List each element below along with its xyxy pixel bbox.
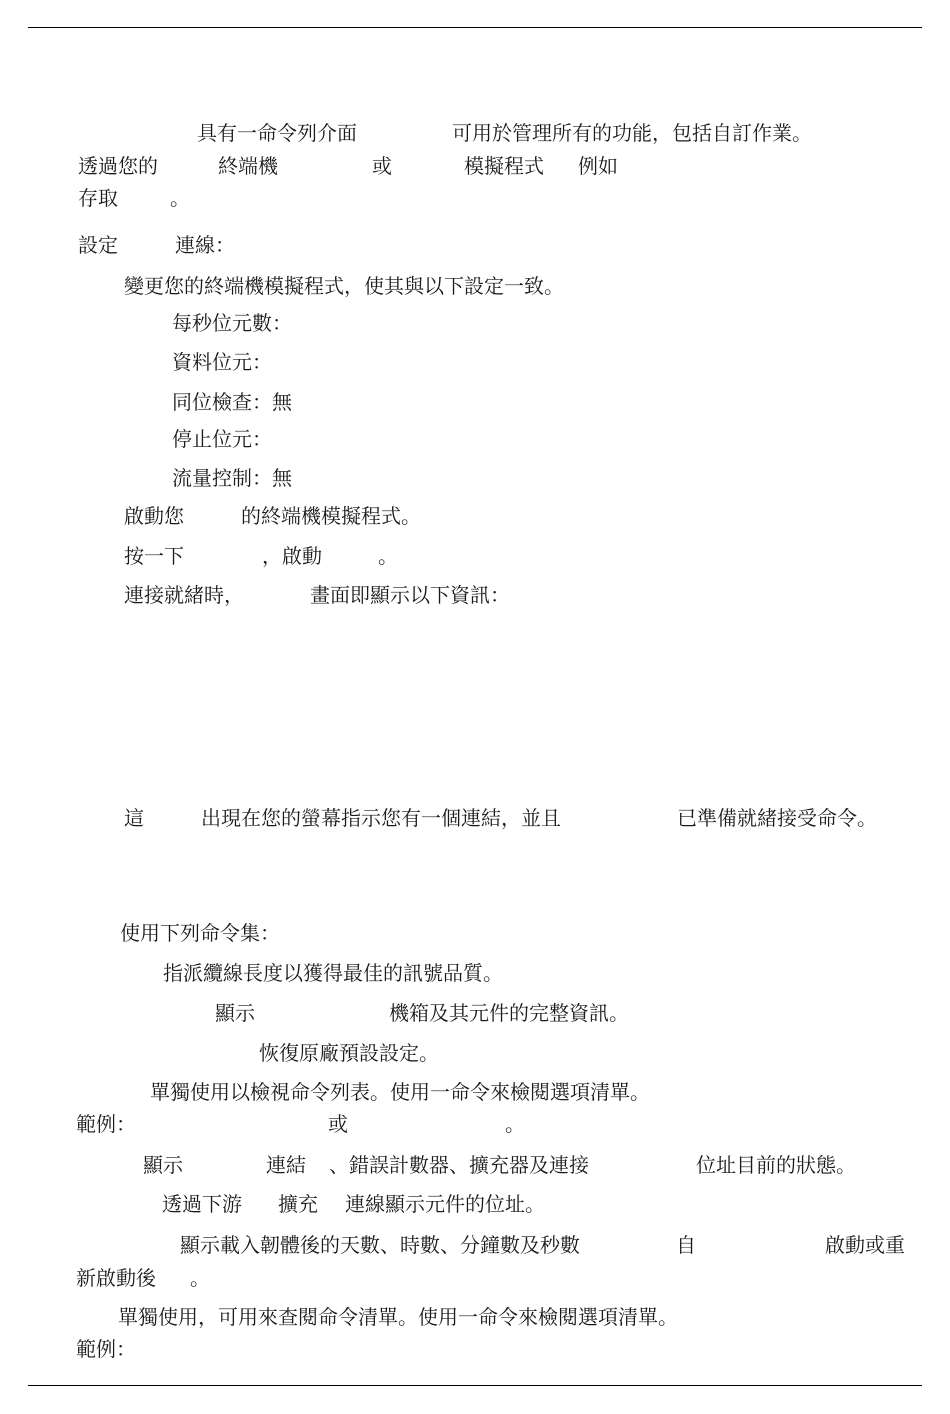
command-desc: 單獨使用，可用來查閱命令清單。使用一命令來檢閱選項清單。	[118, 1305, 678, 1329]
command-desc: 單獨使用以檢視命令列表。使用一命令來檢閱選項清單。	[150, 1080, 650, 1104]
setup-step-3: 按一下	[124, 544, 184, 568]
intro-text: 可用於管理所有的功能，包括自訂作業。	[452, 121, 812, 145]
intro-text: 例如	[578, 154, 618, 178]
command-desc: 、錯誤計數器、擴充器及連接	[329, 1153, 589, 1177]
intro-text: 終端機	[218, 154, 278, 178]
intro-text: 或	[372, 154, 392, 178]
prompt-note: 已準備就緒接受命令。	[677, 806, 877, 830]
command-desc: 顯示	[215, 1001, 255, 1025]
example-label: 範例：	[76, 1337, 136, 1361]
setup-step-4: 連接就緒時，	[124, 583, 244, 607]
intro-text: 存取	[78, 186, 118, 210]
setting-data-bits: 資料位元：	[172, 350, 272, 374]
command-desc: 擴充	[278, 1192, 318, 1216]
bottom-rule	[28, 1385, 922, 1386]
setup-step-3: ，啟動	[262, 544, 322, 568]
top-rule	[28, 27, 922, 28]
command-desc: 。	[190, 1266, 210, 1290]
command-desc: 顯示	[143, 1153, 183, 1177]
command-desc: 透過下游	[162, 1192, 242, 1216]
commands-intro: 使用下列命令集：	[120, 921, 280, 945]
example-text: 或	[328, 1112, 348, 1136]
command-desc: 機箱及其元件的完整資訊。	[389, 1001, 629, 1025]
intro-text: 。	[170, 186, 190, 210]
command-desc: 啟動或重	[825, 1233, 905, 1257]
command-desc: 指派纜線長度以獲得最佳的訊號品質。	[163, 961, 503, 985]
example-text: 。	[505, 1112, 525, 1136]
command-desc: 恢復原廠預設設定。	[259, 1041, 439, 1065]
command-desc: 自	[676, 1233, 696, 1257]
section-heading: 設定	[78, 233, 118, 257]
setting-parity: 同位檢查：無	[172, 390, 292, 414]
setting-stop-bits: 停止位元：	[172, 427, 272, 451]
prompt-note: 出現在您的螢幕指示您有一個連結，並且	[201, 806, 561, 830]
example-label: 範例：	[76, 1112, 136, 1136]
command-desc: 新啟動後	[76, 1266, 156, 1290]
section-heading: 連線：	[175, 233, 235, 257]
setup-step-3: 。	[378, 544, 398, 568]
setup-step-1: 變更您的終端機模擬程式，使其與以下設定一致。	[124, 274, 564, 298]
setting-flow-control: 流量控制：無	[172, 466, 292, 490]
prompt-note: 這	[124, 806, 144, 830]
intro-text: 具有一命令列介面	[197, 121, 357, 145]
setup-step-2: 啟動您	[124, 504, 184, 528]
command-desc: 連結	[266, 1153, 306, 1177]
setting-bps: 每秒位元數：	[172, 311, 292, 335]
command-desc: 顯示載入韌體後的天數、時數、分鐘數及秒數	[180, 1233, 580, 1257]
command-desc: 連線顯示元件的位址。	[345, 1192, 545, 1216]
intro-text: 透過您的	[78, 154, 158, 178]
command-desc: 位址目前的狀態。	[696, 1153, 856, 1177]
setup-step-4: 畫面即顯示以下資訊：	[310, 583, 510, 607]
intro-text: 模擬程式	[464, 154, 544, 178]
setup-step-2: 的終端機模擬程式。	[241, 504, 421, 528]
